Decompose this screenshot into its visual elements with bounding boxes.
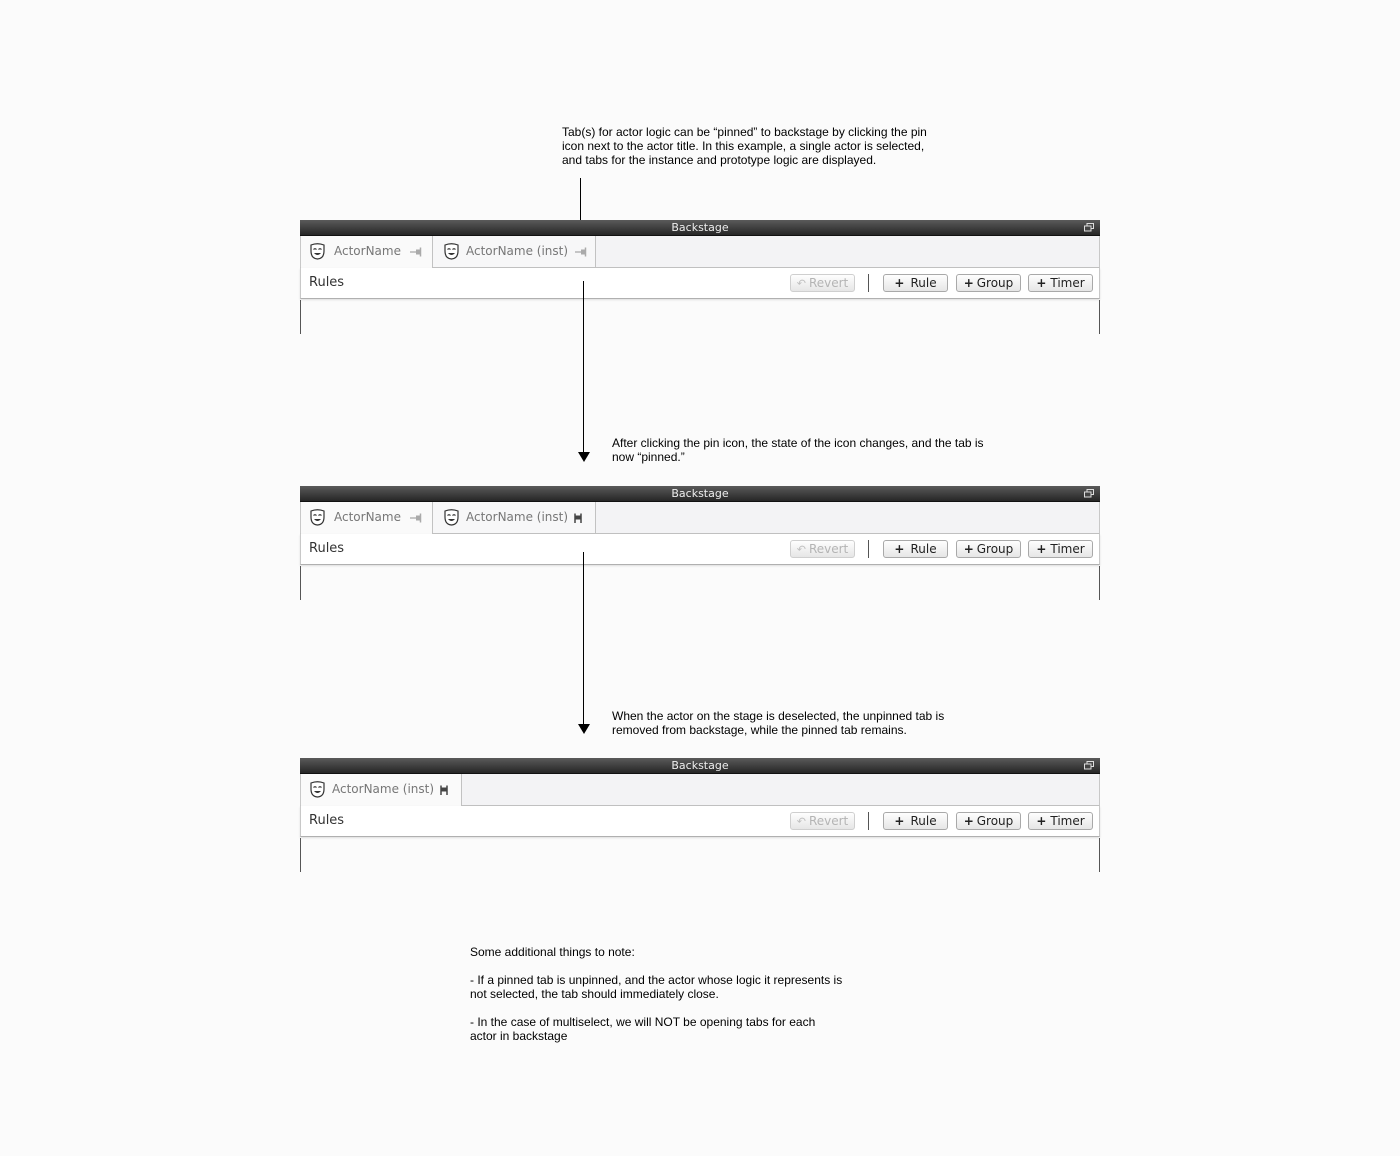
theater-mask-icon [443, 243, 460, 260]
rule-label: Rule [910, 814, 937, 828]
plus-icon: + [1036, 814, 1047, 828]
tab-actorname[interactable] [301, 236, 433, 268]
tab-actorname-inst[interactable] [301, 774, 462, 806]
restore-window-icon[interactable] [1084, 223, 1094, 232]
toolbar-separator [868, 540, 869, 558]
pin-unpinned-icon[interactable] [575, 247, 588, 257]
note-line: When the actor on the stage is deselected, the unpinned tab is [612, 709, 945, 723]
annotation-deselect-behavior [612, 709, 1012, 737]
rules-title: Rules [309, 275, 345, 290]
note-line: and tabs for the instance and prototype logic are displayed. [562, 153, 877, 167]
note-line: Tab(s) for actor logic can be “pinned” to backstage by clicking the pin [562, 125, 927, 139]
plus-icon: + [963, 542, 974, 556]
note-line: now “pinned.” [612, 450, 685, 464]
note-line: actor in backstage [470, 1029, 568, 1043]
plus-icon: + [1036, 542, 1047, 556]
revert-button[interactable] [790, 812, 855, 830]
backstage-title: Backstage [671, 221, 729, 234]
note-line: After clicking the pin icon, the state of the icon changes, and the tab is [612, 436, 984, 450]
annotation-pin-explanation [562, 125, 942, 167]
backstage-panel-2 [300, 486, 1100, 600]
tab-label: ActorName [334, 510, 401, 524]
add-group-button[interactable] [956, 274, 1021, 292]
backstage-titlebar [300, 220, 1100, 236]
backstage-titlebar [300, 486, 1100, 502]
plus-icon: + [963, 276, 974, 290]
rule-label: Rule [910, 542, 937, 556]
add-group-button[interactable] [956, 812, 1021, 830]
pin-unpinned-icon[interactable] [410, 247, 423, 257]
timer-label: Timer [1050, 276, 1085, 290]
tab-actorname-inst[interactable] [433, 502, 596, 533]
note-line: - If a pinned tab is unpinned, and the actor whose logic it represents is [470, 973, 843, 987]
restore-window-icon[interactable] [1084, 489, 1094, 498]
revert-icon: ↶ [796, 277, 806, 290]
rules-content-area [300, 838, 1100, 872]
add-timer-button[interactable] [1028, 540, 1093, 558]
note-line: not selected, the tab should immediately close. [470, 987, 719, 1001]
add-rule-button[interactable] [883, 540, 948, 558]
backstage-title: Backstage [671, 487, 729, 500]
tab-actorname[interactable] [301, 502, 433, 534]
rules-title: Rules [309, 813, 345, 828]
timer-label: Timer [1050, 542, 1085, 556]
rules-content-area [300, 300, 1100, 334]
add-rule-button[interactable] [883, 812, 948, 830]
note-line: Some additional things to note: [470, 945, 635, 959]
rule-label: Rule [910, 276, 937, 290]
pin-pinned-icon[interactable] [439, 785, 452, 795]
annotation-additional-notes [470, 945, 870, 1043]
pin-pinned-icon[interactable] [573, 513, 586, 523]
tab-label: ActorName [334, 244, 401, 258]
theater-mask-icon [309, 509, 326, 526]
tab-actorname-inst[interactable] [433, 236, 596, 267]
flow-arrow-line [583, 552, 584, 725]
revert-icon: ↶ [796, 815, 806, 828]
revert-label: Revert [808, 276, 849, 290]
backstage-title: Backstage [671, 759, 729, 772]
note-line: - In the case of multiselect, we will NOT be opening tabs for each [470, 1015, 816, 1029]
revert-label: Revert [808, 542, 849, 556]
note-spacer [470, 1001, 870, 1015]
tab-label: ActorName (inst) [332, 782, 435, 796]
flow-arrowhead [578, 452, 590, 462]
plus-icon: + [894, 814, 905, 828]
flow-arrow-line [583, 281, 584, 453]
toolbar-separator [868, 812, 869, 830]
tab-bar [300, 502, 1100, 534]
note-line: icon next to the actor title. In this example, a single actor is selected, [562, 139, 925, 153]
plus-icon: + [963, 814, 974, 828]
backstage-panel-1 [300, 220, 1100, 334]
add-timer-button[interactable] [1028, 274, 1093, 292]
revert-button[interactable] [790, 540, 855, 558]
tab-label: ActorName (inst) [466, 244, 569, 258]
annotation-pinned-state [612, 436, 1012, 464]
revert-icon: ↶ [796, 543, 806, 556]
flow-arrowhead [578, 724, 590, 734]
rules-title: Rules [309, 541, 345, 556]
restore-window-icon[interactable] [1084, 761, 1094, 770]
group-label: Group [976, 814, 1014, 828]
plus-icon: + [894, 276, 905, 290]
group-label: Group [976, 542, 1014, 556]
plus-icon: + [894, 542, 905, 556]
rules-content-area [300, 566, 1100, 600]
pin-unpinned-icon[interactable] [410, 513, 423, 523]
tab-bar [300, 236, 1100, 268]
rules-toolbar [300, 268, 1100, 299]
add-group-button[interactable] [956, 540, 1021, 558]
toolbar-separator [868, 274, 869, 292]
backstage-titlebar [300, 758, 1100, 774]
theater-mask-icon [309, 781, 326, 798]
note-line: removed from backstage, while the pinned tab remains. [612, 723, 907, 737]
rules-toolbar [300, 806, 1100, 837]
plus-icon: + [1036, 276, 1047, 290]
backstage-panel-3 [300, 758, 1100, 872]
tab-bar [300, 774, 1100, 806]
rules-toolbar [300, 534, 1100, 565]
timer-label: Timer [1050, 814, 1085, 828]
group-label: Group [976, 276, 1014, 290]
theater-mask-icon [309, 243, 326, 260]
note-spacer [470, 959, 870, 973]
theater-mask-icon [443, 509, 460, 526]
revert-button[interactable] [790, 274, 855, 292]
tab-label: ActorName (inst) [466, 510, 569, 524]
add-rule-button[interactable] [883, 274, 948, 292]
add-timer-button[interactable] [1028, 812, 1093, 830]
revert-label: Revert [808, 814, 849, 828]
